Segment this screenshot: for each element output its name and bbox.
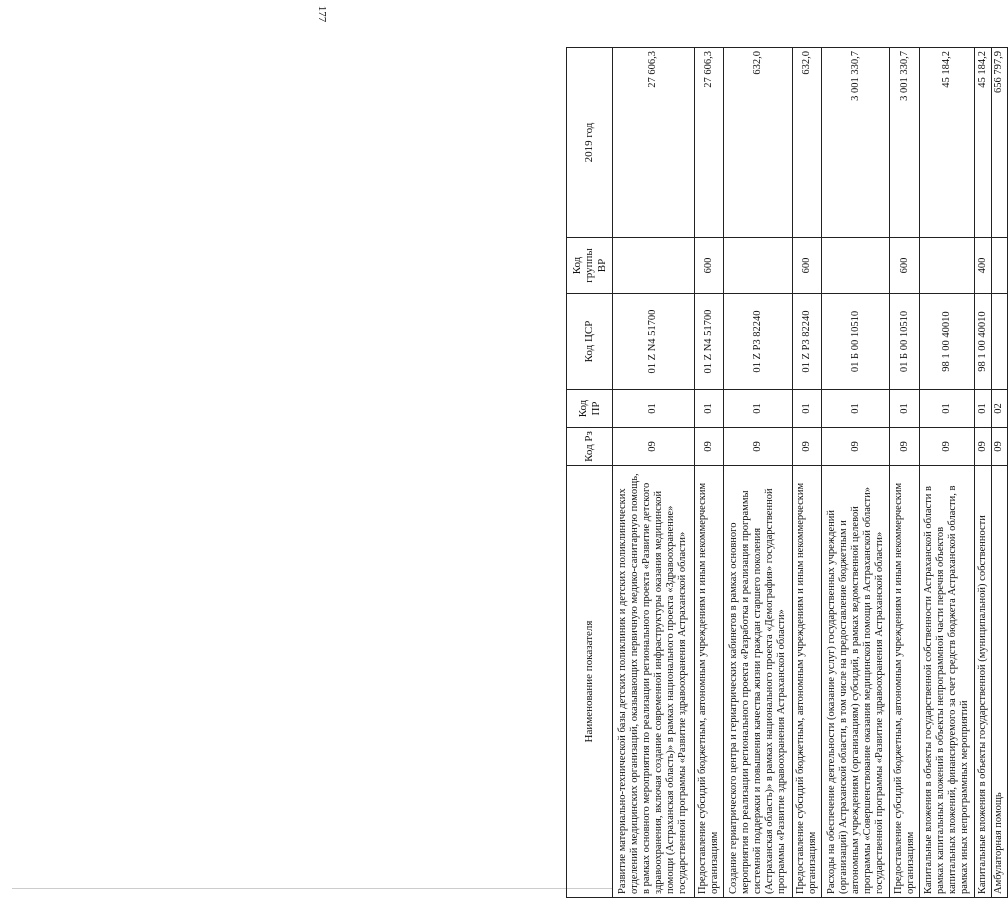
row-pr: 01 [613, 390, 695, 428]
row-amount: 656 797,9 [991, 48, 1007, 238]
table-row [821, 48, 890, 898]
row-csr: 01 Z N4 51700 [613, 294, 695, 390]
table-header-row [567, 48, 613, 898]
row-amount: 3 001 330,7 [821, 48, 890, 238]
table-row [975, 48, 991, 898]
row-name: Предоставление субсидий бюджетным, автономным учреждениям и иным некоммерческим организациям [694, 466, 723, 898]
row-vr: 600 [792, 238, 821, 294]
row-vr [821, 238, 890, 294]
row-pr: 01 [919, 390, 974, 428]
row-pr: 01 [975, 390, 991, 428]
row-pr: 01 [723, 390, 792, 428]
row-vr [919, 238, 974, 294]
header-vr: Код группы ВР [567, 238, 613, 294]
row-name: Создание гериатрического центра и гериатрических кабинетов в рамках основного мероприятия по реализации регионального проекта «Разработка и реализация программы системной поддержки и повышения качества жизни граждан старшего поколения (Астраханская область)» в рамках национального проекта «Демография» государственной программы «Развитие здравоохранения Астраханской области» [723, 466, 792, 898]
row-rz: 09 [723, 428, 792, 466]
row-vr [723, 238, 792, 294]
scan-edge-line [12, 888, 612, 889]
header-rz: Код Рз [567, 428, 613, 466]
row-amount: 3 001 330,7 [890, 48, 919, 238]
header-csr: Код ЦСР [567, 294, 613, 390]
row-csr: 01 Z N4 51700 [694, 294, 723, 390]
row-name: Капитальные вложения в объекты государственной собственности Астраханской области в рамках капитальных вложений в объекты непрограммной части перечня объектов капитальных вложений, финансируемого за счет средств бюджета Астраханской области, в рамках иных непрограммных мероприятий [919, 466, 974, 898]
row-amount: 632,0 [792, 48, 821, 238]
row-vr: 600 [694, 238, 723, 294]
row-name: Развитие материально-технической базы детских поликлиник и детских поликлинических отделений медицинских организаций, оказывающих первичную медико-санитарную помощь, в рамках основного мероприятия по реализации регионального проекта «Развитие детского здравоохранения, включая создание современной инфраструктуры оказания медицинской помощи (Астраханская область)» в рамках национального проекта «Здравоохранение» государственной программы «Развитие здравоохранения Астраханской области» [613, 466, 695, 898]
row-amount: 632,0 [723, 48, 792, 238]
row-name: Расходы на обеспечение деятельности (оказание услуг) государственных учреждений (организаций) Астраханской области, в том числе на предоставление бюджетным и автономным учреждениям (организациям) субсидий, в рамках ведомственной целевой программы «Совершенствование оказания медицинской помощи в Астраханской области» государственной программы «Развитие здравоохранения Астраханской области» [821, 466, 890, 898]
row-vr [991, 238, 1007, 294]
row-vr: 600 [890, 238, 919, 294]
row-rz: 09 [890, 428, 919, 466]
row-amount: 27 606,3 [613, 48, 695, 238]
row-csr: 98 1 00 40010 [975, 294, 991, 390]
budget-table [566, 47, 1008, 898]
row-rz: 09 [694, 428, 723, 466]
table-row [890, 48, 919, 898]
row-csr: 98 1 00 40010 [919, 294, 974, 390]
row-csr: 01 Z P3 82240 [792, 294, 821, 390]
row-pr: 01 [821, 390, 890, 428]
row-pr: 01 [694, 390, 723, 428]
row-rz: 09 [991, 428, 1007, 466]
header-name: Наименование показателя [567, 466, 613, 898]
row-rz: 09 [919, 428, 974, 466]
row-csr: 01 Б 00 10510 [821, 294, 890, 390]
row-vr [613, 238, 695, 294]
table-row [991, 48, 1007, 898]
row-csr [991, 294, 1007, 390]
header-year: 2019 год [567, 48, 613, 238]
header-pr: Код ПР [567, 390, 613, 428]
row-rz: 09 [792, 428, 821, 466]
row-rz: 09 [613, 428, 695, 466]
rotated-table-sheet [566, 48, 1008, 898]
table-row [613, 48, 695, 898]
row-rz: 09 [975, 428, 991, 466]
page-number: 177 [316, 5, 328, 23]
table-row [919, 48, 974, 898]
row-csr: 01 Z P3 82240 [723, 294, 792, 390]
row-amount: 45 184,2 [919, 48, 974, 238]
row-name: Предоставление субсидий бюджетным, автономным учреждениям и иным некоммерческим организациям [890, 466, 919, 898]
row-pr: 01 [792, 390, 821, 428]
row-name: Предоставление субсидий бюджетным, автономным учреждениям и иным некоммерческим организациям [792, 466, 821, 898]
table-row [723, 48, 792, 898]
row-csr: 01 Б 00 10510 [890, 294, 919, 390]
row-amount: 27 606,3 [694, 48, 723, 238]
row-name: Амбулаторная помощь [991, 466, 1007, 898]
table-row [694, 48, 723, 898]
table-row [792, 48, 821, 898]
row-pr: 02 [991, 390, 1007, 428]
row-rz: 09 [821, 428, 890, 466]
row-vr: 400 [975, 238, 991, 294]
row-amount: 45 184,2 [975, 48, 991, 238]
row-name: Капитальные вложения в объекты государственной (муниципальной) собственности [975, 466, 991, 898]
row-pr: 01 [890, 390, 919, 428]
